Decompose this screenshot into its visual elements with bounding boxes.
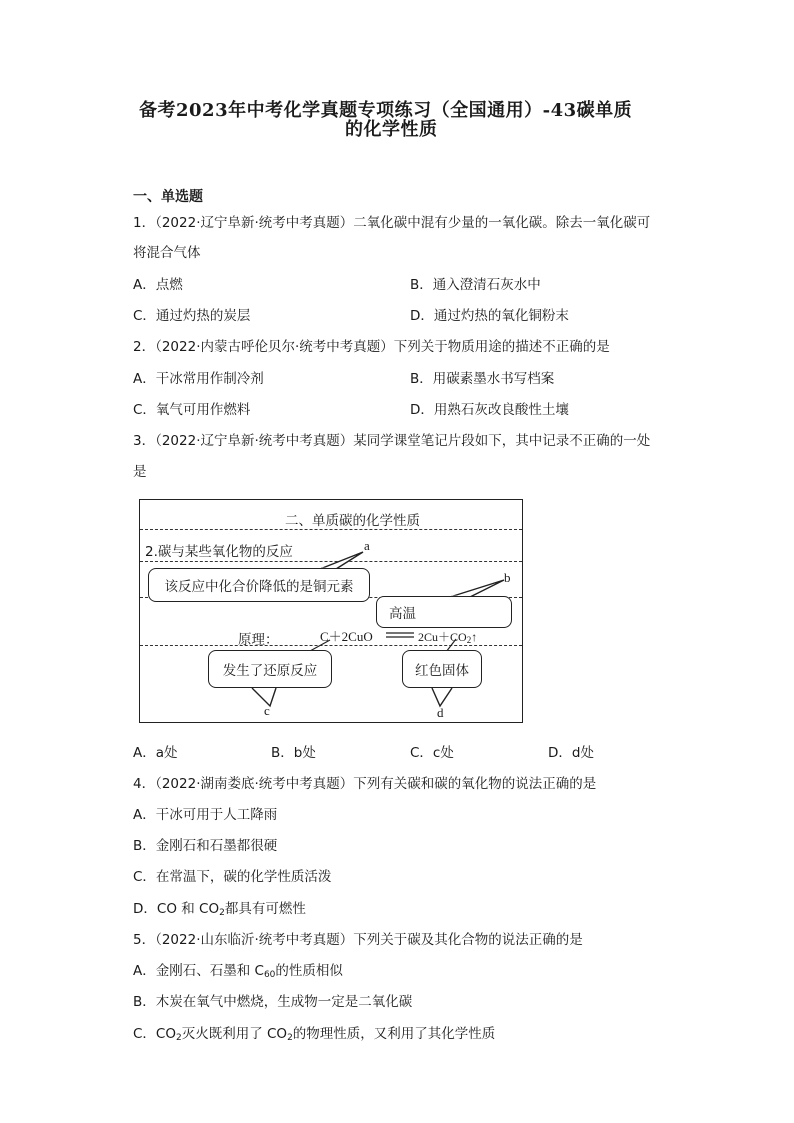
label-c: c [264, 703, 270, 718]
notes-heading: 二、单质碳的化学性质 [285, 513, 420, 529]
q3-option-a[interactable]: A．a处 [133, 745, 178, 761]
q3-option-c[interactable]: C．c处 [410, 745, 454, 761]
q3-option-d[interactable]: D．d处 [548, 745, 594, 761]
q2-option-d[interactable]: D．用熟石灰改良酸性土壤 [410, 402, 569, 418]
q2-option-c[interactable]: C．氧气可用作燃料 [133, 402, 251, 418]
subscript: 2 [219, 908, 225, 918]
q5-option-c-mid: 灭火既利用了 CO [181, 1026, 288, 1042]
section-heading: 一、单选题 [133, 189, 203, 205]
reaction-reactants: C＋2CuO [320, 629, 373, 644]
q4-option-d[interactable] [133, 899, 306, 923]
q5-option-a-post: 的性质相似 [275, 963, 343, 979]
q3-stem-line-1: 3．（2022·辽宁阜新·统考中考真题）某同学课堂笔记片段如下，其中记录不正确的一处 [133, 433, 651, 449]
callout-d-text: 红色固体 [415, 663, 469, 679]
products-arrow: ↑ [471, 630, 478, 644]
subscript: 2 [287, 1033, 293, 1043]
q4-stem: 4．（2022·湖南娄底·统考中考真题）下列有关碳和碳的氧化物的说法正确的是 [133, 776, 597, 792]
label-d: d [437, 705, 444, 720]
subscript: 2 [175, 1033, 182, 1043]
q4-option-d-post: 都具有可燃性 [224, 901, 306, 917]
products-subscript: 2 [466, 635, 472, 645]
q5-stem: 5．（2022·山东临沂·统考中考真题）下列关于碳及其化合物的说法正确的是 [133, 932, 583, 948]
q2-option-a[interactable]: A．干冰常用作制冷剂 [133, 371, 264, 387]
q3-stem-line-2: 是 [133, 464, 147, 480]
q5-option-b[interactable]: B．木炭在氧气中燃烧，生成物一定是二氧化碳 [133, 994, 413, 1010]
callout-a [148, 568, 370, 602]
reaction-products [418, 628, 477, 645]
q1-option-a[interactable]: A．点燃 [133, 277, 183, 293]
q5-option-c-pre: C．CO [133, 1026, 176, 1042]
callout-c [208, 650, 332, 688]
subscript: 60 [263, 970, 276, 980]
title-line-1: 备考2023年中考化学真题专项练习（全国通用）-43碳单质 [139, 100, 633, 121]
q4-option-a[interactable]: A．干冰可用于人工降雨 [133, 807, 278, 823]
q5-option-c[interactable] [133, 1024, 495, 1048]
products-main: 2Cu＋CO [418, 630, 467, 644]
q4-option-d-pre: D．CO 和 CO [133, 901, 220, 917]
label-b: b [504, 570, 511, 585]
label-a: a [364, 538, 370, 553]
q2-option-b[interactable]: B．用碳素墨水书写档案 [410, 371, 555, 387]
notes-subheading: 2.碳与某些氧化物的反应 [145, 544, 293, 560]
q1-stem-line-1: 1．（2022·辽宁阜新·统考中考真题）二氧化碳中混有少量的一氧化碳。除去一氧化碳可 [133, 215, 651, 231]
q2-stem: 2．（2022·内蒙古呼伦贝尔·统考中考真题）下列关于物质用途的描述不正确的是 [133, 339, 610, 355]
q1-option-d[interactable]: D．通过灼热的氧化铜粉末 [410, 308, 569, 324]
q1-option-c[interactable]: C．通过灼热的炭层 [133, 308, 251, 324]
q3-option-b[interactable]: B．b处 [271, 745, 316, 761]
q1-option-b[interactable]: B．通入澄清石灰水中 [410, 277, 541, 293]
title-line-2: 的化学性质 [345, 119, 438, 140]
callout-d [402, 650, 482, 688]
callout-b-text: 高温 [389, 606, 416, 622]
callout-a-text: 该反应中化合价降低的是铜元素 [164, 579, 354, 595]
q5-option-c-post: 的物理性质，又利用了其化学性质 [292, 1026, 496, 1042]
callout-c-text: 发生了还原反应 [222, 663, 318, 679]
q5-option-a[interactable] [133, 961, 343, 985]
q5-option-a-pre: A．金刚石、石墨和 C [133, 963, 264, 979]
class-notes-figure [139, 499, 523, 723]
q4-option-b[interactable]: B．金刚石和石墨都很硬 [133, 838, 278, 854]
principle-label: 原理： [238, 632, 279, 648]
callout-b [376, 596, 512, 628]
q1-stem-line-2: 将混合气体 [133, 245, 201, 261]
q4-option-c[interactable]: C．在常温下，碳的化学性质活泼 [133, 869, 332, 885]
